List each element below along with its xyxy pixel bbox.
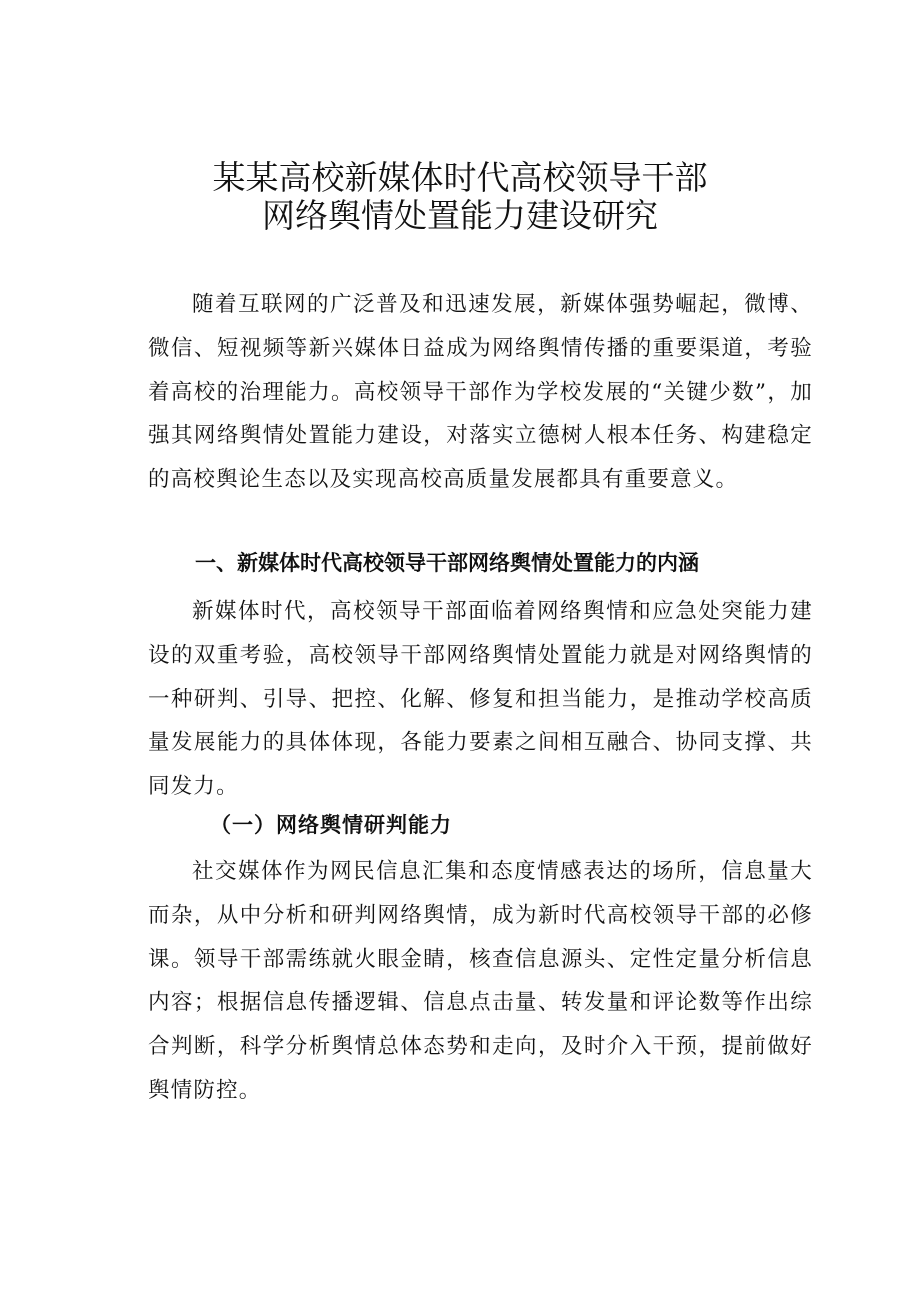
- document-title-line-2: 网络舆情处置能力建设研究: [262, 196, 658, 235]
- document-title-line-1: 某某高校新媒体时代高校领导干部: [212, 158, 708, 197]
- section-paragraph: 新媒体时代，高校领导干部面临着网络舆情和应急处突能力建设的双重考验，高校领导干部网络舆情处置能力就是对网络舆情的一种研判、引导、把控、化解、修复和担当能力，是推动学校高质量发展能力的具体体现，各能力要素之间相互融合、协同支撑、共同发力。: [148, 599, 813, 800]
- intro-paragraph: 随着互联网的广泛普及和迅速发展，新媒体强势崛起，微博、微信、短视频等新兴媒体日益成为网络舆情传播的重要渠道，考验着高校的治理能力。高校领导干部作为学校发展的“关键少数”，加强其网络舆情处置能力建设，对落实立德树人根本任务、构建稳定的高校舆论生态以及实现高校高质量发展都具有重要意义。: [148, 292, 813, 493]
- section-heading: 一、新媒体时代高校领导干部网络舆情处置能力的内涵: [195, 551, 699, 575]
- subsection-heading: （一）网络舆情研判能力: [210, 812, 452, 837]
- subsection-paragraph: 社交媒体作为网民信息汇集和态度情感表达的场所，信息量大而杂，从中分析和研判网络舆情，成为新时代高校领导干部的必修课。领导干部需练就火眼金睛，核查信息源头、定性定量分析信息内容；根据信息传播逻辑、信息点击量、转发量和评论数等作出综合判断，科学分析舆情总体态势和走向，及时介入干预，提前做好舆情防控。: [148, 859, 813, 1103]
